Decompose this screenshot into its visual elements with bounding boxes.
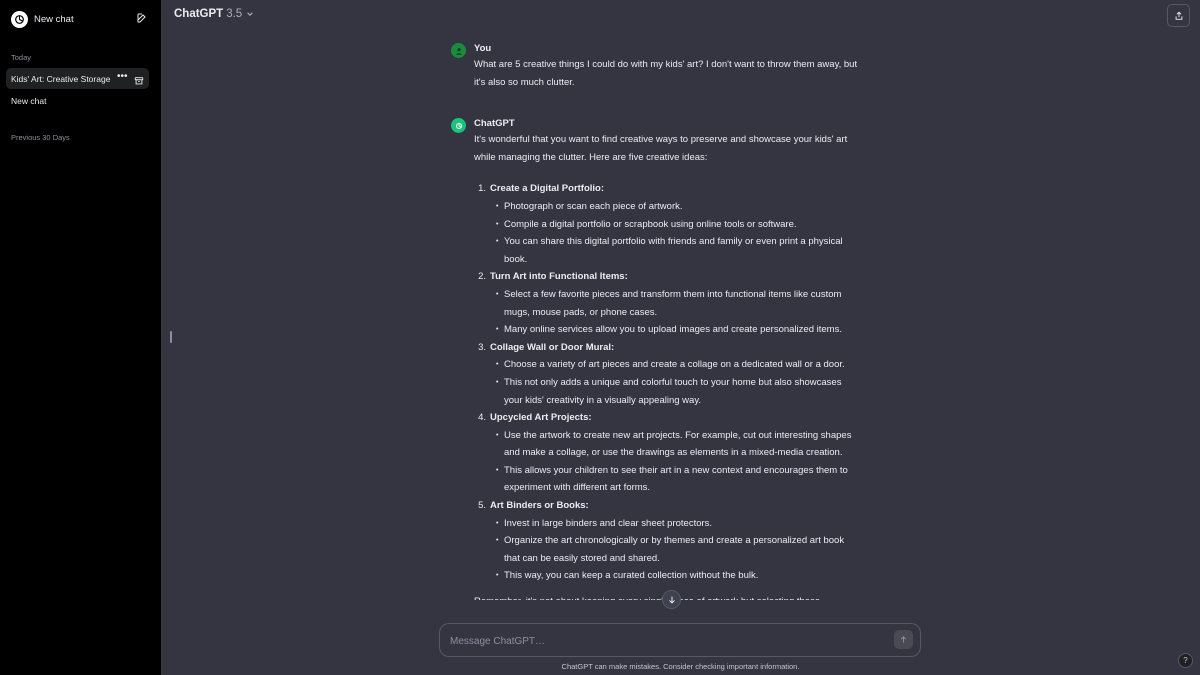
group-label-today: Today xyxy=(11,53,32,62)
item-title: Art Binders or Books: xyxy=(490,500,589,512)
sub-item: • Compile a digital portfolio or scrapbook using online tools or software. xyxy=(504,216,861,234)
openai-logo-icon xyxy=(11,11,28,28)
main-panel xyxy=(161,0,1200,675)
model-version: 3.5 xyxy=(226,8,243,20)
new-chat-label: New chat xyxy=(34,13,74,25)
user-message xyxy=(451,42,861,91)
new-chat-button[interactable] xyxy=(6,6,154,32)
item-title: Collage Wall or Door Mural: xyxy=(490,341,615,353)
model-name: ChatGPT xyxy=(174,8,224,20)
conversation-item-active[interactable] xyxy=(6,68,149,89)
help-button[interactable]: ? xyxy=(1178,653,1193,668)
conversation-title: Kids' Art: Creative Storage xyxy=(11,73,111,84)
send-button[interactable] xyxy=(894,630,913,649)
sub-item: • This way, you can keep a curated collection without the bulk. xyxy=(504,567,861,585)
model-selector[interactable] xyxy=(174,8,254,20)
archive-icon[interactable] xyxy=(134,73,144,83)
assistant-message xyxy=(451,117,861,610)
list-item xyxy=(474,497,861,585)
chevron-down-icon xyxy=(246,10,254,18)
share-icon xyxy=(1174,11,1184,21)
message-composer xyxy=(439,623,921,657)
sub-item: • Use the artwork to create new art projects. For example, cut out interesting shapes and make a collage, or use the drawings as elements in a mixed-media creation. xyxy=(504,427,861,462)
scroll-to-bottom-button[interactable] xyxy=(662,590,681,609)
compose-icon[interactable] xyxy=(136,11,150,25)
item-number: 2. xyxy=(478,271,486,283)
sub-item: • Choose a variety of art pieces and create a collage on a dedicated wall or a door. xyxy=(504,356,861,374)
disclaimer-text: ChatGPT can make mistakes. Consider checking important information. xyxy=(561,662,800,671)
ideas-list xyxy=(474,180,861,585)
more-options-icon[interactable]: ••• xyxy=(117,71,128,82)
chatgpt-avatar-icon xyxy=(451,118,466,133)
conversation-thread xyxy=(451,42,861,611)
list-item xyxy=(474,409,861,497)
item-number: 3. xyxy=(478,341,486,353)
list-item xyxy=(474,180,861,268)
message-author: You xyxy=(474,43,492,54)
arrow-up-icon xyxy=(899,635,908,644)
item-title: Create a Digital Portfolio: xyxy=(490,183,605,195)
sub-item: • Invest in large binders and clear sheet protectors. xyxy=(504,515,861,533)
item-number: 4. xyxy=(478,412,486,424)
sidebar-toggle-handle[interactable] xyxy=(170,331,172,343)
list-item xyxy=(474,268,861,338)
sub-item: • Organize the art chronologically or by themes and create a personalized art book that can be easily stored and shared. xyxy=(504,532,861,567)
item-title: Upcycled Art Projects: xyxy=(490,412,592,424)
list-item xyxy=(474,339,861,409)
item-number: 5. xyxy=(478,500,486,512)
arrow-down-icon xyxy=(667,595,677,605)
group-label-previous-30-days: Previous 30 Days xyxy=(11,133,70,142)
sub-item: • You can share this digital portfolio with friends and family or even print a physical book. xyxy=(504,233,861,268)
message-intro: It's wonderful that you want to find creative ways to preserve and showcase your kids' art while managing the clutter. Here are five creative ideas: xyxy=(474,134,848,163)
message-text: What are 5 creative things I could do with my kids' art? I don't want to throw them away, but it's also so much clutter. xyxy=(474,59,858,88)
sub-item: • Photograph or scan each piece of artwork. xyxy=(504,198,861,216)
message-author: ChatGPT xyxy=(474,118,515,130)
sub-item: • Select a few favorite pieces and transform them into functional items like custom mugs, mouse pads, or phone cases. xyxy=(504,286,861,321)
sub-item: • This not only adds a unique and colorful touch to your home but also showcases your kids' creativity in a visually appealing way. xyxy=(504,374,861,409)
item-number: 1. xyxy=(478,183,486,195)
share-button[interactable] xyxy=(1167,4,1190,27)
message-input[interactable] xyxy=(450,633,870,649)
item-title: Turn Art into Functional Items: xyxy=(490,271,628,283)
sub-item: • Many online services allow you to upload images and create personalized items. xyxy=(504,321,861,339)
user-avatar xyxy=(451,43,466,58)
sub-item: • This allows your children to see their art in a new context and encourages them to experiment with different art forms. xyxy=(504,462,861,497)
sidebar xyxy=(0,0,161,675)
conversation-item[interactable]: New chat xyxy=(11,96,47,106)
